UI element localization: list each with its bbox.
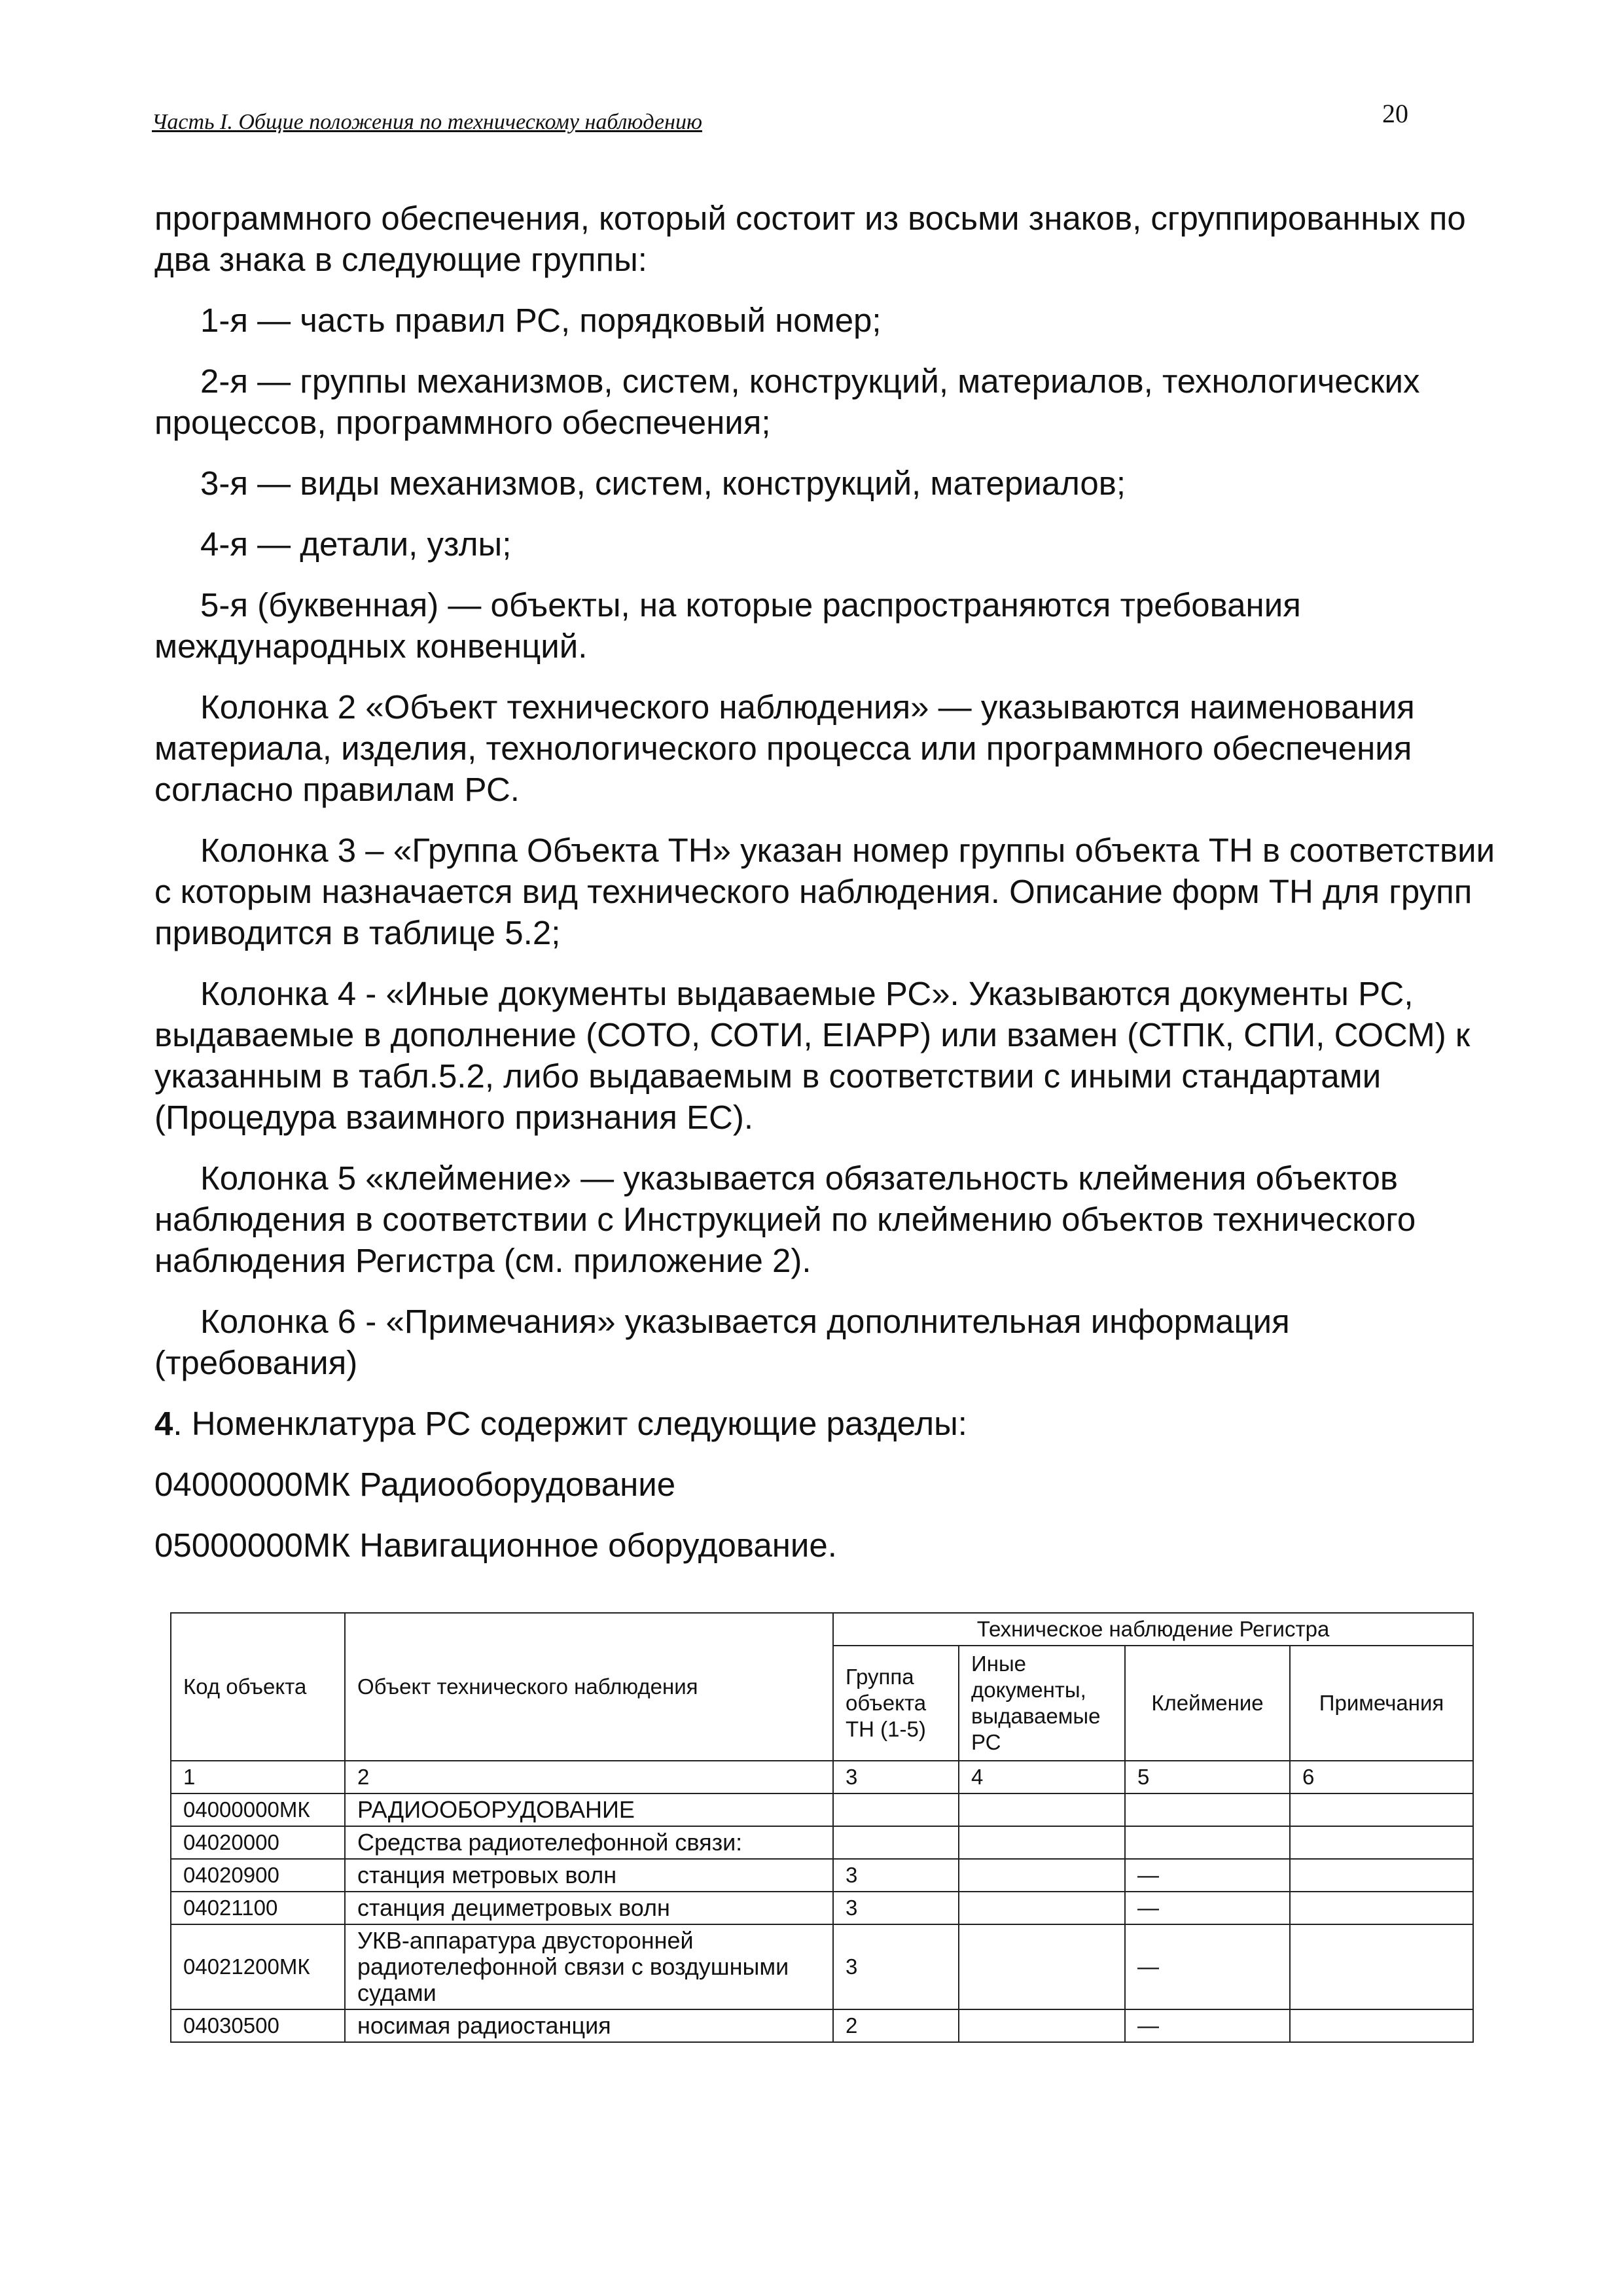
cell-notes (1290, 2009, 1473, 2042)
column-numbers-row (171, 1761, 1473, 1793)
paragraph: Колонка 6 - «Примечания» указывается дополнительная информация (требования) (154, 1303, 1290, 1381)
page-number: 20 (1382, 99, 1408, 128)
paragraph: Колонка 4 - «Иные документы выдаваемые РС». Указываются документы РС, выдаваемые в дополнение (СОТО, СОТИ, EIAPP) или взамен (СТПК, СПИ, СОСМ) к указанным в табл.5.2, либо выдаваемым в соответствии с иными стандартами (Процедура взаимного признания ЕС). (154, 975, 1471, 1136)
table-row (171, 1892, 1473, 1924)
cell-code: 04020000 (171, 1826, 345, 1859)
cell-code: 04021100 (171, 1892, 345, 1924)
cell-name: станция метровых волн (345, 1859, 833, 1892)
cell-code: 04000000МК (171, 1793, 345, 1826)
table-row (171, 1859, 1473, 1892)
body-text (154, 198, 1500, 1585)
cell-group: 3 (833, 1859, 959, 1892)
cell-group: 3 (833, 1892, 959, 1924)
cell-group: 3 (833, 1924, 959, 2009)
cell-group: 2 (833, 2009, 959, 2042)
column-number: 5 (1125, 1761, 1290, 1793)
cell-notes (1290, 1892, 1473, 1924)
list-item: 3-я — виды механизмов, систем, конструкций, материалов; (200, 465, 1126, 502)
cell-notes (1290, 1793, 1473, 1826)
section-item: 05000000МК Навигационное оборудование. (154, 1527, 837, 1564)
header-register-group: Техническое наблюдение Регистра (833, 1613, 1473, 1646)
cell-name: УКВ-аппаратура двусторонней радиотелефонной связи с воздушными судами (345, 1924, 833, 2009)
cell-docs (959, 1859, 1125, 1892)
cell-group (833, 1793, 959, 1826)
cell-stamp: — (1125, 1924, 1290, 2009)
cell-stamp (1125, 1826, 1290, 1859)
list-item: 5-я (буквенная) — объекты, на которые распространяются требования международных конвенций. (154, 586, 1301, 665)
cell-docs (959, 1924, 1125, 2009)
paragraph: Колонка 2 «Объект технического наблюдения» — указываются наименования материала, изделия, технологического процесса или программного обеспечения согласно правилам РС. (154, 688, 1415, 808)
cell-code: 04020900 (171, 1859, 345, 1892)
cell-group (833, 1826, 959, 1859)
nomenclature-table (170, 1612, 1474, 2043)
section-number: 4 (154, 1405, 173, 1442)
column-number: 4 (959, 1761, 1125, 1793)
cell-stamp: — (1125, 1892, 1290, 1924)
cell-name: носимая радиостанция (345, 2009, 833, 2042)
header-group: Группа объекта ТН (1-5) (833, 1646, 959, 1761)
cell-docs (959, 1793, 1125, 1826)
table-row (171, 1826, 1473, 1859)
cell-notes (1290, 1826, 1473, 1859)
section-item: 04000000МК Радиооборудование (154, 1466, 676, 1503)
column-number: 2 (345, 1761, 833, 1793)
running-title: Часть I. Общие положения по техническому наблюдению (152, 110, 702, 134)
cell-name: станция дециметровых волн (345, 1892, 833, 1924)
cell-name: РАДИООБОРУДОВАНИЕ (345, 1793, 833, 1826)
paragraph: Колонка 5 «клеймение» — указывается обязательность клеймения объектов наблюдения в соответствии с Инструкцией по клеймению объектов технического наблюдения Регистра (см. приложение 2). (154, 1159, 1416, 1279)
header-object: Объект технического наблюдения (345, 1613, 833, 1761)
paragraph: Колонка 3 – «Группа Объекта ТН» указан номер группы объекта ТН в соответствии с которым назначается вид технического наблюдения. Описание форм ТН для групп приводится в таблице 5.2; (154, 832, 1495, 951)
header-notes: Примечания (1290, 1646, 1473, 1761)
cell-name: Средства радиотелефонной связи: (345, 1826, 833, 1859)
column-number: 3 (833, 1761, 959, 1793)
section-4-heading (154, 1403, 1500, 1444)
list-item: 4-я — детали, узлы; (200, 525, 512, 563)
table-row (171, 1924, 1473, 2009)
cell-docs (959, 2009, 1125, 2042)
cell-code: 04030500 (171, 2009, 345, 2042)
paragraph: программного обеспечения, который состоит из восьми знаков, сгруппированных по два знака в следующие группы: (154, 200, 1466, 278)
cell-code: 04021200МК (171, 1924, 345, 2009)
cell-stamp: — (1125, 1859, 1290, 1892)
section-text: . Номенклатура РС содержит следующие разделы: (173, 1405, 967, 1442)
list-item: 2-я — группы механизмов, систем, конструкций, материалов, технологических процессов, программного обеспечения; (154, 362, 1420, 441)
cell-stamp (1125, 1793, 1290, 1826)
column-number: 6 (1290, 1761, 1473, 1793)
header-stamping: Клеймение (1125, 1646, 1290, 1761)
table-row (171, 2009, 1473, 2042)
cell-notes (1290, 1859, 1473, 1892)
column-number: 1 (171, 1761, 345, 1793)
list-item: 1-я — часть правил РС, порядковый номер; (200, 302, 882, 339)
cell-docs (959, 1892, 1125, 1924)
cell-notes (1290, 1924, 1473, 2009)
header-other-docs: Иные документы, выдаваемые РС (959, 1646, 1125, 1761)
cell-stamp: — (1125, 2009, 1290, 2042)
table-row (171, 1793, 1473, 1826)
header-code: Код объекта (171, 1613, 345, 1761)
cell-docs (959, 1826, 1125, 1859)
